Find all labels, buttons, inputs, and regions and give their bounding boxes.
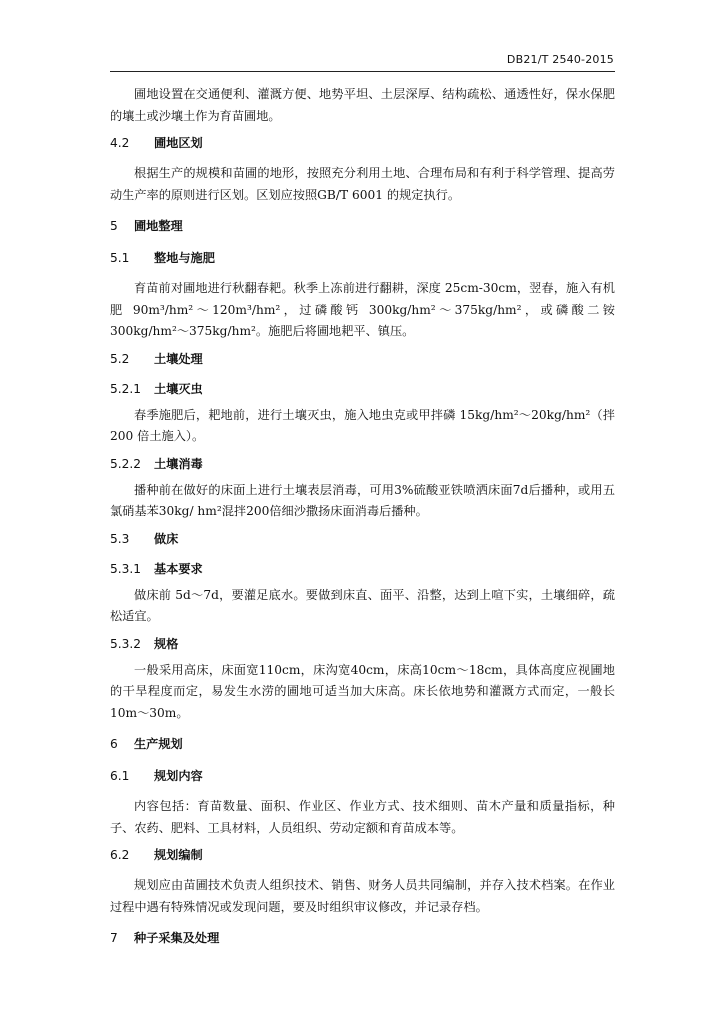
section-number: 5.3.2 [110, 636, 142, 651]
section-number: 6 [110, 737, 118, 751]
section-number: 4.2 [110, 136, 130, 150]
paragraph: 育苗前对圃地进行秋翻春耙。秋季上冻前进行翻耕，深度 25cm-30cm，翌春，施入有机肥 90m³/hm²～120m³/hm²，过磷酸钙 300kg/hm²～375kg/hm²，或磷酸二铵 300kg/hm²～375kg/hm²。施肥后将圃地耙平、镇压。 [110, 281, 615, 338]
section-number: 5.3.1 [110, 561, 142, 576]
paragraph: 根据生产的规模和苗圃的地形，按照充分利用土地、合理布局和有利于科学管理、提高劳动生产率的原则进行区划。区划应按照GB/T 6001 的规定执行。 [110, 166, 615, 202]
section-title: 整地与施肥 [154, 251, 215, 265]
section-heading [110, 248, 615, 268]
paragraph: 一般采用高床，床面宽110cm，床沟宽40cm，床高10cm～18cm，具体高度应视圃地的干旱程度而定，易发生水涝的圃地可适当加大床高。床长依地势和灌溉方式而定，一般长10m～30m。 [110, 662, 615, 720]
section-number: 7 [110, 931, 118, 945]
paragraph: 规划应由苗圃技术负责人组织技术、销售、财务人员共同编制，并存入技术档案。在作业过程中遇有特殊情况或发现问题，要及时组织审议修改，并记录存档。 [110, 878, 615, 914]
section-title: 土壤处理 [154, 351, 203, 366]
section-title: 土壤消毒 [154, 456, 203, 471]
section-heading [110, 766, 615, 786]
section-heading [110, 454, 615, 474]
section-heading [110, 845, 615, 865]
section-title: 规划内容 [154, 769, 203, 783]
section-heading [110, 928, 615, 948]
section-heading [110, 529, 615, 549]
section-number: 5.1 [110, 251, 130, 265]
section-title: 生产规划 [134, 737, 183, 751]
section-title: 规划编制 [154, 848, 203, 862]
section-heading [110, 349, 615, 369]
section-title: 圃地区划 [154, 136, 203, 150]
section-number: 6.1 [110, 769, 130, 783]
section-heading [110, 379, 615, 399]
section-number: 5 [110, 219, 118, 233]
section-title: 土壤灭虫 [154, 381, 203, 396]
document-body [110, 84, 615, 960]
paragraph: 播种前在做好的床面上进行土壤表层消毒，可用3%硫酸亚铁喷洒床面7d后播种，或用五氯硝基苯30kg/ hm²混拌200倍细沙撒扬床面消毒后播种。 [110, 482, 615, 518]
section-number: 5.2.2 [110, 456, 142, 471]
section-title: 做床 [154, 531, 179, 546]
section-heading [110, 734, 615, 754]
section-title: 圃地整理 [134, 219, 183, 233]
section-title: 规格 [154, 636, 179, 651]
paragraph: 圃地设置在交通便利、灌溉方便、地势平坦、土层深厚、结构疏松、通透性好，保水保肥的壤土或沙壤土作为育苗圃地。 [110, 87, 615, 123]
section-heading [110, 216, 615, 236]
section-number: 5.2 [110, 351, 130, 366]
section-heading [110, 634, 615, 654]
section-title: 种子采集及处理 [134, 931, 220, 945]
paragraph: 春季施肥后，耙地前，进行土壤灭虫，施入地虫克或甲拌磷 15kg/hm²～20kg/hm²（拌 200 倍土施入）。 [110, 407, 615, 443]
paragraph: 做床前 5d～7d，要灌足底水。要做到床直、面平、沿整，达到上喧下实，土壤细碎，疏松适宜。 [110, 587, 615, 623]
document-code: DB21/T 2540-2015 [506, 53, 614, 66]
paragraph: 内容包括：育苗数量、面积、作业区、作业方式、技术细则、苗木产量和质量指标，种子、农药、肥料、工具材料，人员组织、劳动定额和育苗成本等。 [110, 799, 615, 835]
section-heading [110, 133, 615, 153]
section-heading [110, 559, 615, 579]
section-number: 5.3 [110, 531, 130, 546]
section-title: 基本要求 [154, 561, 203, 576]
header-rule [110, 71, 615, 72]
section-number: 5.2.1 [110, 381, 142, 396]
section-number: 6.2 [110, 848, 130, 862]
